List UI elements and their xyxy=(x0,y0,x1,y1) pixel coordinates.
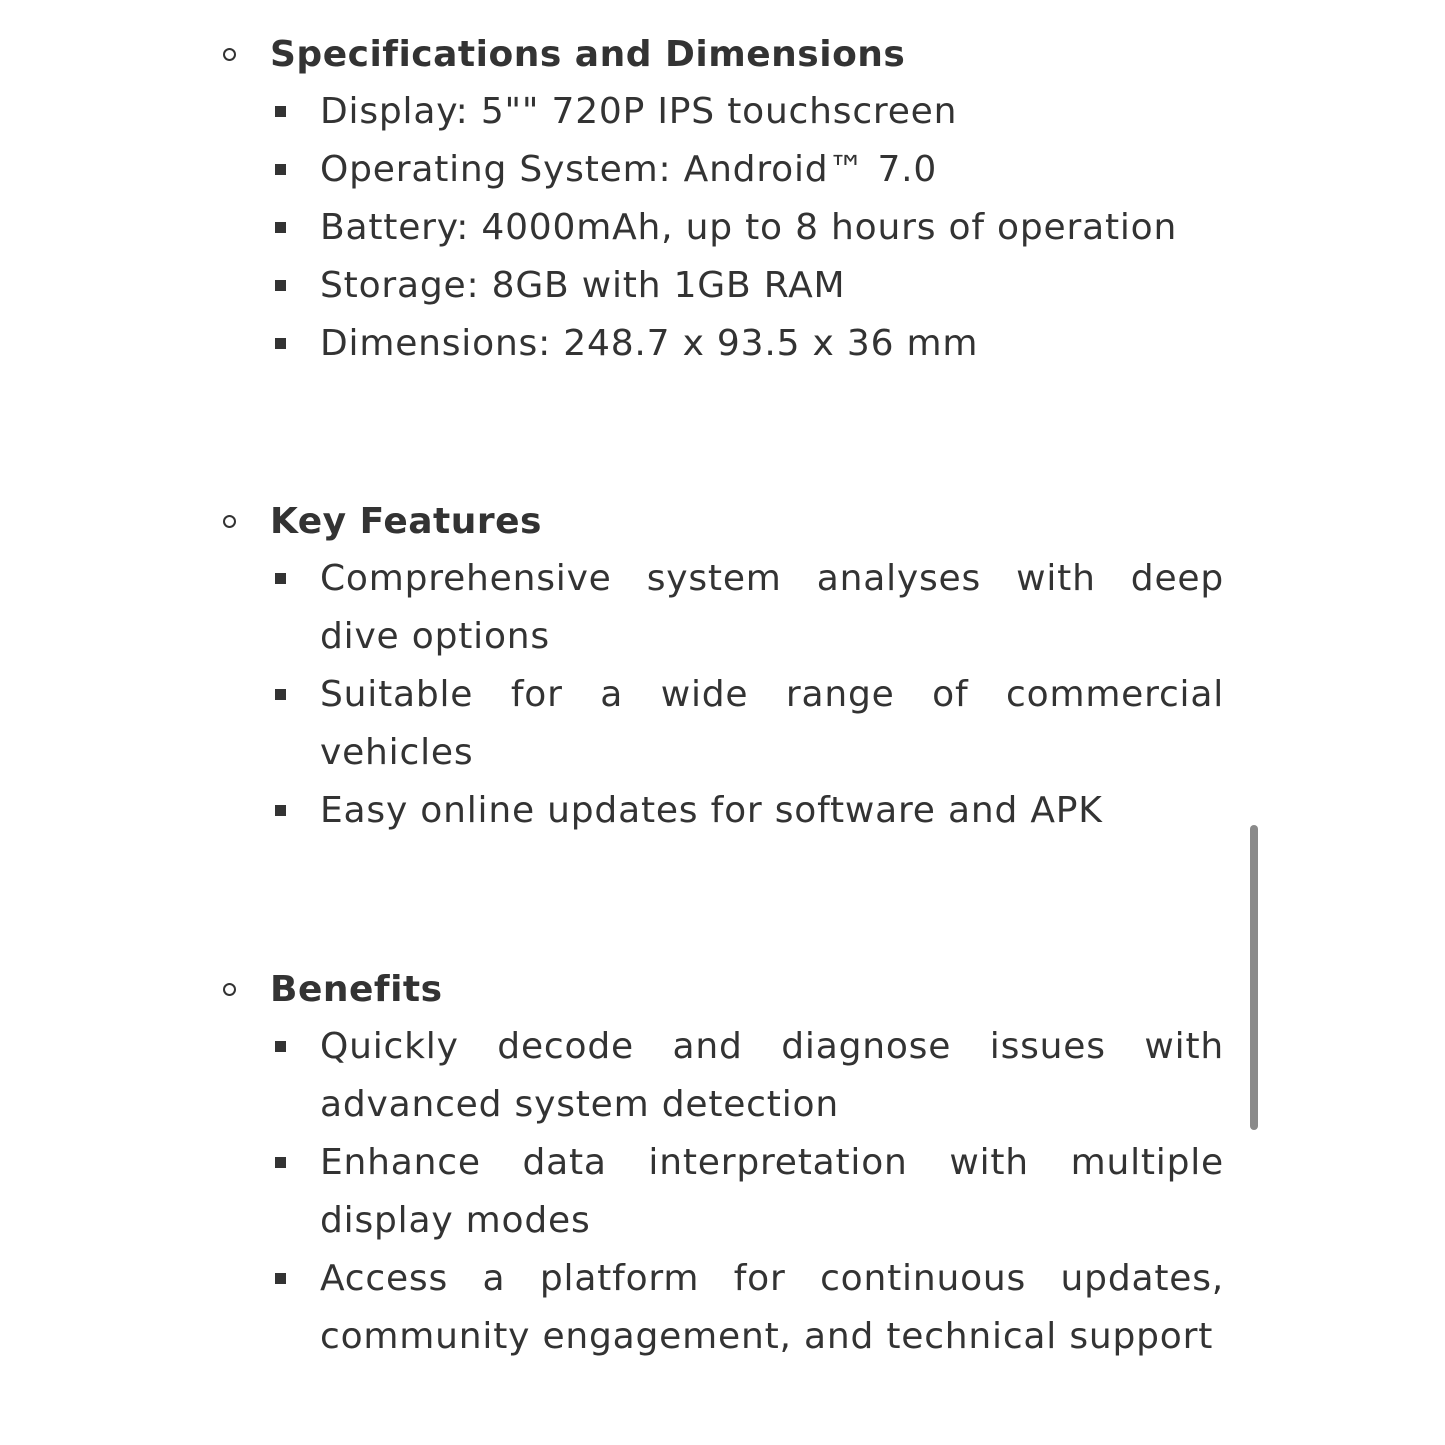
list-item-text: Battery: 4000mAh, up to 8 hours of operation xyxy=(320,207,1178,248)
list-item xyxy=(272,315,1224,373)
features-list xyxy=(272,550,1224,840)
section-heading xyxy=(223,492,542,550)
circle-bullet-icon xyxy=(223,48,236,61)
circle-bullet-icon xyxy=(223,515,236,528)
square-bullet-icon xyxy=(275,805,286,816)
list-item xyxy=(272,1250,1224,1366)
list-item-text: Display: 5"" 720P IPS touchscreen xyxy=(320,91,958,132)
square-bullet-icon xyxy=(275,338,286,349)
square-bullet-icon xyxy=(275,573,286,584)
section-title: Benefits xyxy=(270,968,443,1010)
circle-bullet-icon xyxy=(223,983,236,996)
list-item xyxy=(272,1018,1224,1134)
list-item-text: Storage: 8GB with 1GB RAM xyxy=(320,265,846,306)
list-item-text: Access a platform for continuous updates, community engagement, and technical support xyxy=(320,1258,1224,1357)
list-item-text: Quickly decode and diagnose issues with advanced system detection xyxy=(320,1026,1224,1125)
square-bullet-icon xyxy=(275,1157,286,1168)
list-item-text: Enhance data interpretation with multiple display modes xyxy=(320,1142,1224,1241)
list-item-text: Dimensions: 248.7 x 93.5 x 36 mm xyxy=(320,323,979,364)
vertical-scrollbar[interactable] xyxy=(1250,825,1258,1130)
section-title: Key Features xyxy=(270,500,542,542)
list-item-text: Comprehensive system analyses with deep dive options xyxy=(320,558,1224,657)
square-bullet-icon xyxy=(275,280,286,291)
list-item xyxy=(272,83,1224,141)
square-bullet-icon xyxy=(275,106,286,117)
spec-list xyxy=(272,83,1224,373)
list-item xyxy=(272,199,1224,257)
list-item-text: Easy online updates for software and APK xyxy=(320,790,1103,831)
square-bullet-icon xyxy=(275,222,286,233)
list-item xyxy=(272,257,1224,315)
section-title: Specifications and Dimensions xyxy=(270,33,906,75)
section-heading xyxy=(223,25,905,83)
section-heading xyxy=(223,960,443,1018)
list-item-text: Suitable for a wide range of commercial vehicles xyxy=(320,674,1224,773)
list-item xyxy=(272,141,1224,199)
square-bullet-icon xyxy=(275,1041,286,1052)
list-item xyxy=(272,782,1224,840)
list-item xyxy=(272,666,1224,782)
benefits-list xyxy=(272,1018,1224,1366)
square-bullet-icon xyxy=(275,1273,286,1284)
list-item xyxy=(272,550,1224,666)
square-bullet-icon xyxy=(275,164,286,175)
square-bullet-icon xyxy=(275,689,286,700)
list-item-text: Operating System: Android™ 7.0 xyxy=(320,149,938,190)
list-item xyxy=(272,1134,1224,1250)
